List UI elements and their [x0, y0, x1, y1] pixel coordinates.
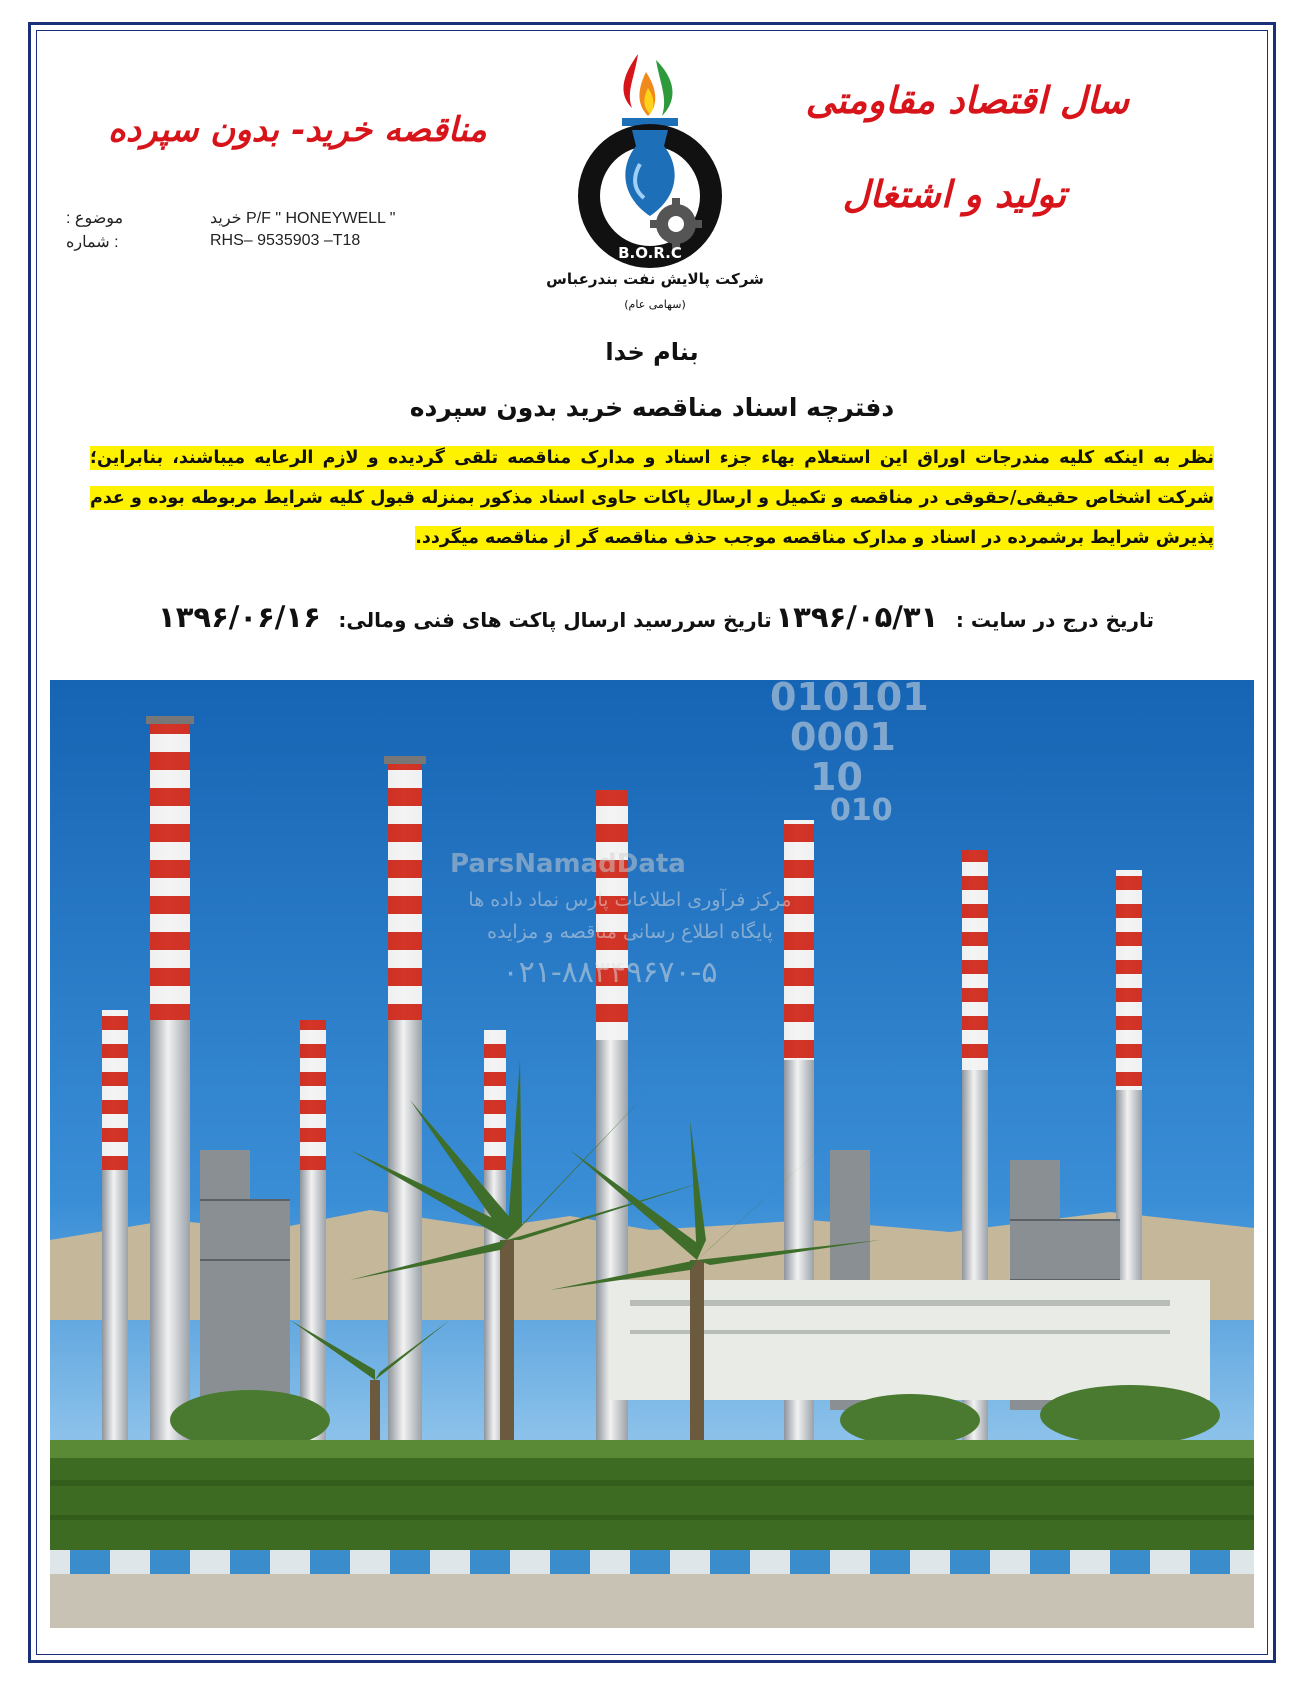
- watermark-line1: مرکز فرآوری اطلاعات پارس نماد داده ها: [468, 889, 792, 911]
- due-date-value: ۱۳۹۶/۰۶/۱۶: [158, 600, 321, 634]
- bismillah-heading: بنام خدا: [605, 338, 699, 366]
- number-label: : شماره: [66, 234, 119, 251]
- posted-date-value: ۱۳۹۶/۰۵/۳۱: [775, 600, 939, 634]
- due-date-label: تاریخ سررسید ارسال پاکت های فنی ومالی:: [338, 608, 772, 632]
- year-slogan-line1: سال اقتصاد مقاومتی: [805, 78, 1129, 122]
- subject-value: خرید P/F " HONEYWELL ": [210, 210, 396, 227]
- watermark-phone: ۰۲۱-۸۸۳۴۹۶۷۰-۵: [502, 955, 718, 990]
- posted-date-label: تاریخ درج در سایت :: [955, 608, 1154, 632]
- watermark-binary-1: 010101: [770, 675, 929, 719]
- logo-abbr: B.O.R.C: [618, 244, 682, 262]
- document-title: دفترچه اسناد مناقصه خرید بدون سپرده: [409, 393, 895, 422]
- watermark-binary-4: 010: [830, 793, 893, 828]
- logo-company-type: (سهامی عام): [624, 298, 686, 311]
- watermark-binary-2: 0001: [790, 715, 896, 759]
- subject-label: موضوع :: [66, 210, 124, 227]
- year-slogan-line2: تولید و اشتغال: [842, 172, 1066, 216]
- watermark-binary-3: 10: [810, 755, 863, 799]
- refinery-photo: [50, 675, 1254, 1628]
- notice-text: نظر به اینکه کلیه مندرجات اوراق این استعلام بهاء جزء اسناد و مدارک مناقصه تلقی گردیده و لازم الرعایه میباشند، بنابراین؛ شرکت اشخاص حقیقی/حقوقی در مناقصه و تکمیل و ارسال پاکات حاوی اسناد مذکور بمنزله قبول کلیه شرایط مربوطه بوده و عدم پذیرش شرایط برشمرده در اسناد و مدارک مناقصه موجب حذف مناقصه گر از مناقصه میگردد.: [90, 448, 1214, 548]
- logo-company-name: شرکت پالایش نفت بندرعباس: [546, 270, 764, 288]
- watermark-line2: پایگاه اطلاع رسانی مناقصه و مزایده: [487, 921, 773, 943]
- tender-type: مناقصه خرید- بدون سپرده: [108, 110, 487, 150]
- due-date: [158, 600, 772, 634]
- company-logo: [546, 46, 764, 316]
- notice-paragraph: [90, 438, 1214, 558]
- watermark-brand: ParsNamadData: [450, 849, 686, 879]
- posted-date: [775, 600, 1154, 634]
- number-value: RHS– 9535903 –T18: [210, 232, 361, 249]
